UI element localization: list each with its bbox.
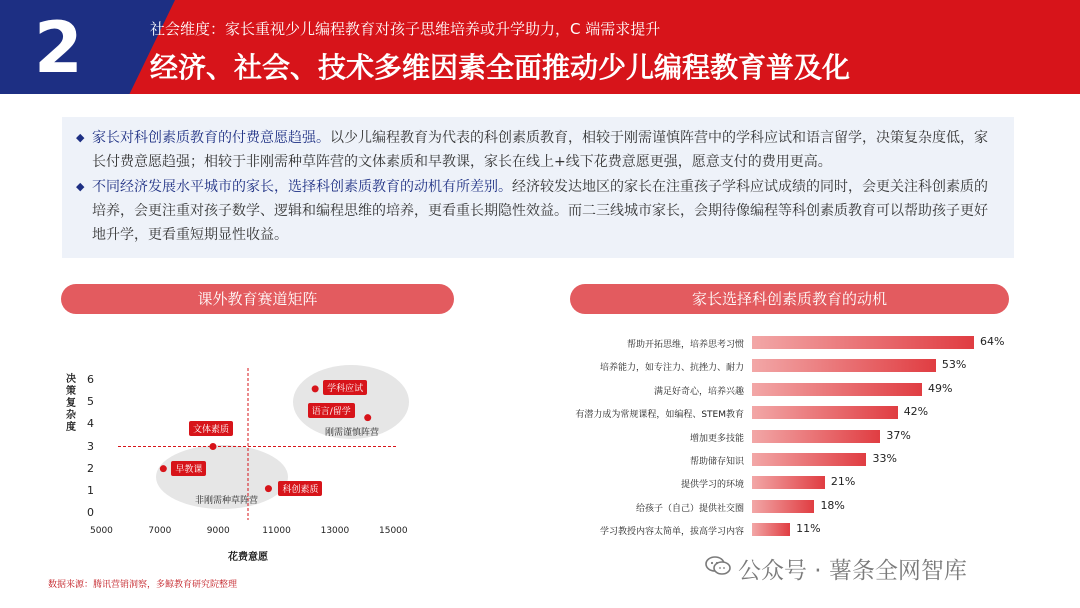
bar-category-label: 帮助开拓思维，培养思考习惯: [626, 340, 744, 350]
header-subtitle: 社会维度：家长重视少儿编程教育对孩子思维培养或升学助力，C 端需求提升: [150, 20, 661, 38]
group-label: 非刚需种草阵营: [195, 496, 259, 506]
scatter-point: [265, 485, 272, 492]
bar: [752, 500, 814, 513]
bar: [752, 359, 936, 372]
group-label: 刚需谨慎阵营: [325, 428, 380, 438]
watermark-text: 公众号 · 薯条全网智库: [738, 558, 967, 584]
paragraph-1-body: 以少儿编程教育为代表的科创素质教育，相较于刚需谨慎阵营中的学科应试和语言留学，决策复杂度低，家长付费意愿趋强；相较于非刚需种草阵营的文体素质和早教课，家长在线上+线下花费意愿更强，愿意支付的费用更高。: [92, 130, 988, 170]
x-tick-label: 7000: [148, 526, 172, 536]
y-tick-label: 2: [87, 461, 94, 475]
x-tick-label: 9000: [206, 526, 230, 536]
matrix-y-axis-label: 决策复杂度: [66, 374, 76, 433]
y-tick-label: 4: [87, 417, 94, 431]
paragraph-2-highlight: 不同经济发展水平城市的家长，选择科创素质教育的动机有所差别。: [92, 179, 512, 195]
wechat-icon: [705, 556, 731, 576]
bar: [752, 523, 790, 536]
scatter-point: [364, 414, 371, 421]
page-title: 经济、社会、技术多维因素全面推动少儿编程教育普及化: [150, 51, 851, 84]
bar-category-label: 有潜力成为常规课程，如编程、STEM教育: [575, 410, 744, 421]
y-tick-label: 3: [87, 439, 94, 453]
x-tick-label: 13000: [320, 526, 350, 536]
bar-category-label: 培养能力，如专注力、抗挫力、耐力: [599, 363, 744, 374]
bar-value-label: 33%: [872, 452, 897, 465]
bar-category-label: 满足好奇心，培养兴趣: [653, 386, 744, 397]
bar-value-label: 49%: [927, 381, 953, 395]
bar-value-label: 53%: [941, 358, 967, 372]
bar-category-label: 学习教授内容太简单，拔高学习内容: [599, 527, 744, 538]
x-tick-label: 11000: [262, 526, 291, 536]
diamond-bullet-icon: ◆: [76, 180, 85, 193]
bar: [752, 476, 825, 489]
paragraph-2-body: 经济较发达地区的家长在注重孩子学科应试成绩的同时，会更关注科创素质的培养，会更注重对孩子数学、逻辑和编程思维的培养，更看重长期隐性效益。而二三线城市家长，会期待像编程等科创素质教育可以帮助孩子更好地升学，更看重短期显性收益。: [92, 179, 988, 243]
y-tick-label: 0: [87, 506, 94, 519]
y-tick-label: 1: [87, 483, 94, 497]
point-label: 语言/留学: [308, 403, 355, 418]
scatter-point: [209, 443, 216, 450]
matrix-section-title: 课外教育赛道矩阵: [61, 284, 454, 314]
x-tick-label: 15000: [379, 526, 408, 536]
motivation-section-title: 家长选择科创素质教育的动机: [570, 284, 1009, 314]
bar: [752, 406, 898, 419]
bar-value-label: 42%: [903, 405, 929, 419]
data-source: 数据来源：腾讯营销洞察，多鲸教育研究院整理: [48, 580, 238, 590]
matrix-chart: [0, 0, 460, 608]
diamond-bullet-icon: ◆: [76, 131, 85, 144]
point-label: 科创素质: [278, 481, 322, 496]
bar-category-label: 提供学习的环境: [680, 480, 744, 491]
y-tick-label: 5: [87, 395, 94, 409]
bar-category-label: 帮助储存知识: [689, 457, 744, 467]
bar-category-label: 给孩子（自己）提供社交圈: [635, 503, 744, 514]
bar: [752, 336, 974, 349]
bar-value-label: 64%: [980, 335, 1005, 348]
bar-value-label: 21%: [830, 475, 856, 489]
bar-category-label: 增加更多技能: [689, 433, 744, 444]
bar: [752, 383, 922, 396]
scatter-point: [160, 465, 167, 472]
bar-value-label: 11%: [796, 522, 821, 536]
point-label: 早教课: [171, 461, 206, 476]
bar: [752, 453, 866, 466]
bar: [752, 430, 880, 443]
matrix-x-axis-label: 花费意愿: [228, 552, 268, 563]
x-tick-label: 5000: [90, 526, 113, 536]
bar-value-label: 18%: [820, 498, 845, 512]
point-label: 学科应试: [323, 380, 367, 395]
scatter-point: [312, 385, 319, 392]
bar-value-label: 37%: [886, 428, 911, 442]
point-label: 文体素质: [189, 421, 233, 436]
paragraph-1-highlight: 家长对科创素质教育的付费意愿趋强。: [92, 130, 330, 146]
section-number: 2: [34, 7, 83, 89]
y-tick-label: 6: [87, 373, 94, 386]
